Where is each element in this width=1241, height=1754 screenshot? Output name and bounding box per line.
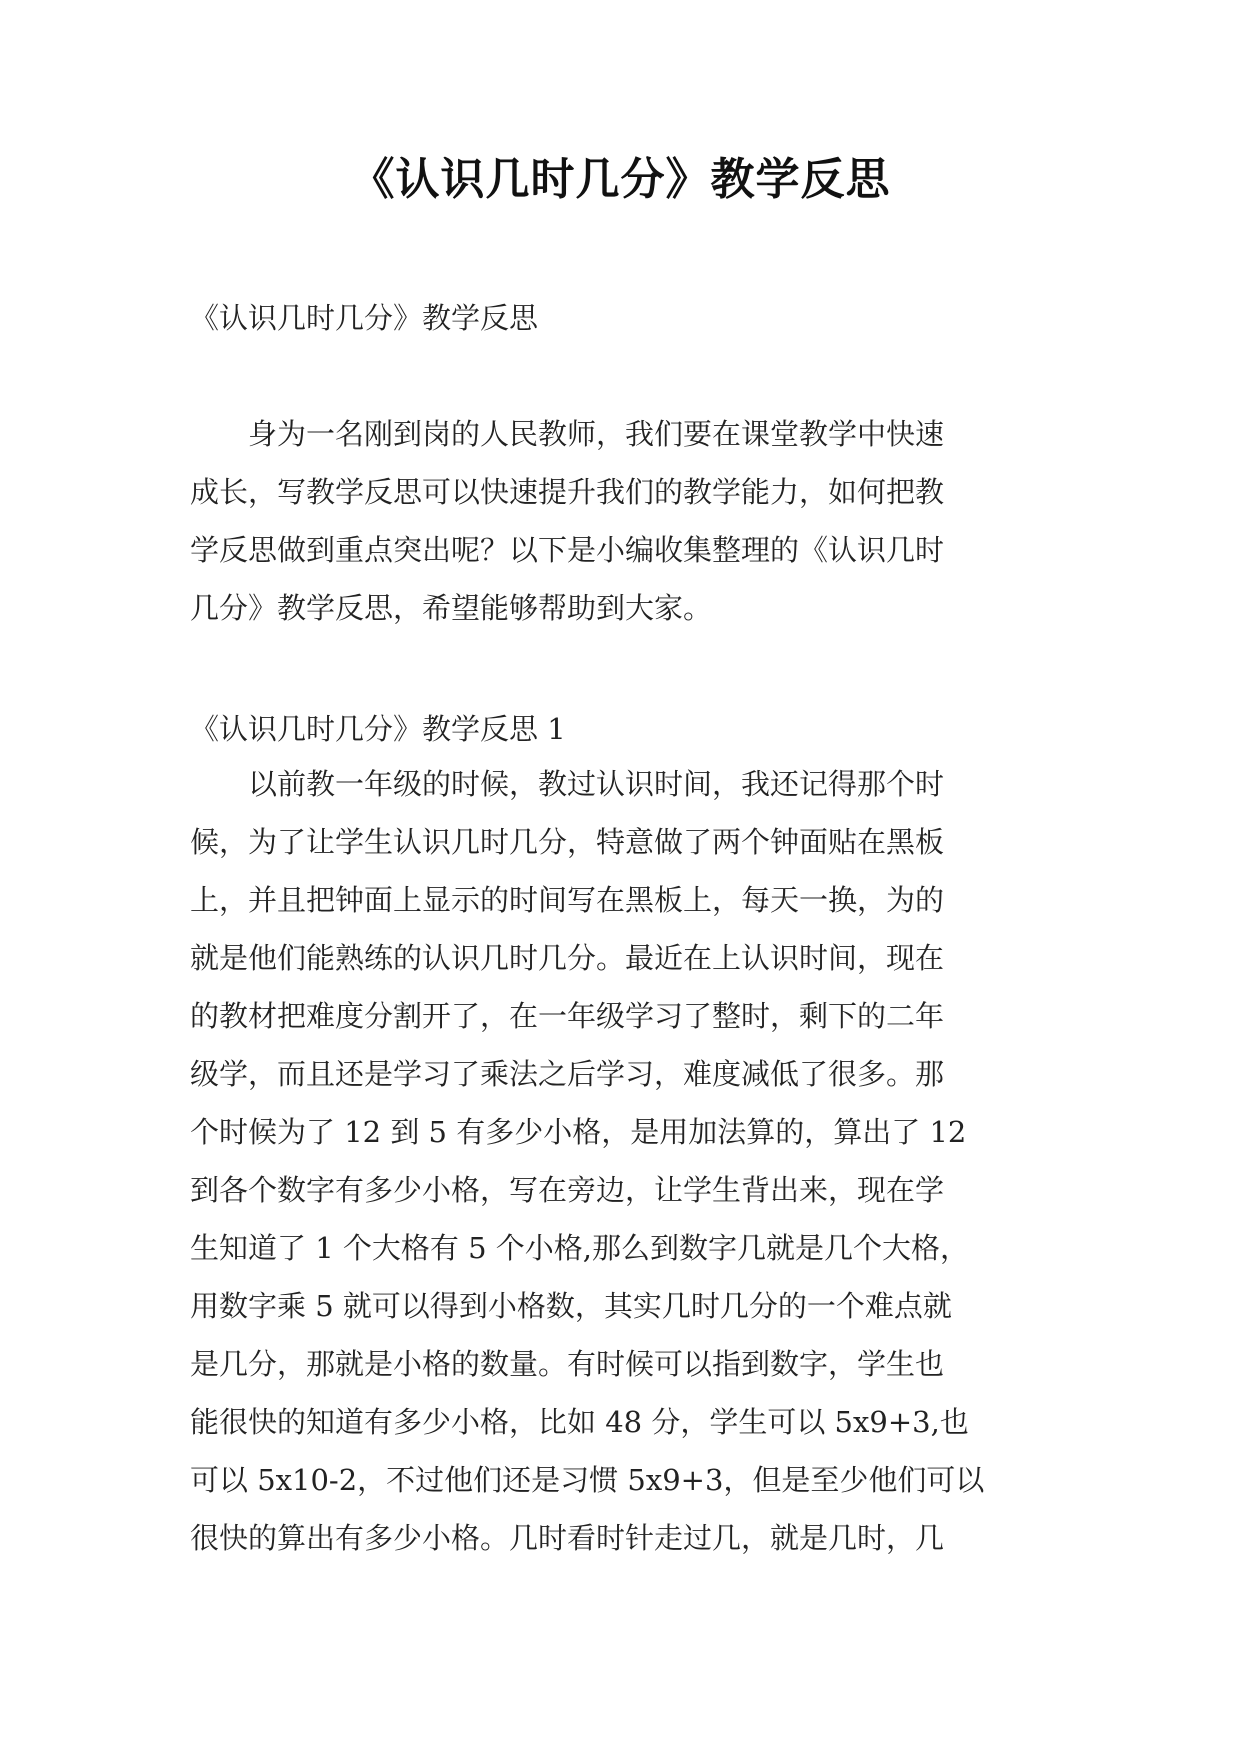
paragraph-line: 学反思做到重点突出呢？以下是小编收集整理的《认识几时 <box>190 533 945 567</box>
paragraph-line: 生知道了 1 个大格有 5 个小格,那么到数字几就是几个大格， <box>190 1231 969 1265</box>
paragraph-line: 是几分，那就是小格的数量。有时候可以指到数字，学生也 <box>190 1347 945 1381</box>
paragraph-line: 能很快的知道有多少小格，比如 48 分，学生可以 5x9+3,也 <box>190 1405 969 1439</box>
section-body-paragraph <box>190 755 1062 1567</box>
paragraph-line: 到各个数字有多少小格，写在旁边，让学生背出来，现在学 <box>190 1173 945 1207</box>
paragraph-line: 候，为了让学生认识几时几分，特意做了两个钟面贴在黑板 <box>190 825 945 859</box>
paragraph-line: 个时候为了 12 到 5 有多少小格，是用加法算的，算出了 12 <box>190 1115 967 1149</box>
document-subtitle: 《认识几时几分》教学反思 <box>190 301 539 335</box>
paragraph-line: 就是他们能熟练的认识几时几分。最近在上认识时间，现在 <box>190 941 945 975</box>
paragraph-line: 几分》教学反思，希望能够帮助到大家。 <box>190 591 713 625</box>
paragraph-line: 很快的算出有多少小格。几时看时针走过几，就是几时，几 <box>190 1521 945 1555</box>
paragraph-line: 上，并且把钟面上显示的时间写在黑板上，每天一换，为的 <box>190 883 945 917</box>
paragraph-line: 成长，写教学反思可以快速提升我们的教学能力，如何把教 <box>190 475 945 509</box>
paragraph-line: 可以 5x10-2，不过他们还是习惯 5x9+3，但是至少他们可以 <box>190 1463 985 1497</box>
document-title: 《认识几时几分》教学反思 <box>350 154 891 205</box>
paragraph-line: 级学，而且还是学习了乘法之后学习，难度减低了很多。那 <box>190 1057 945 1091</box>
paragraph-line: 用数字乘 5 就可以得到小格数，其实几时几分的一个难点就 <box>190 1289 952 1323</box>
section-heading: 《认识几时几分》教学反思 1 <box>190 712 566 746</box>
intro-paragraph <box>190 405 1062 637</box>
paragraph-line: 的教材把难度分割开了，在一年级学习了整时，剩下的二年 <box>190 999 945 1033</box>
paragraph-line: 以前教一年级的时候，教过认识时间，我还记得那个时 <box>190 767 945 801</box>
paragraph-line: 身为一名刚到岗的人民教师，我们要在课堂教学中快速 <box>190 417 945 451</box>
